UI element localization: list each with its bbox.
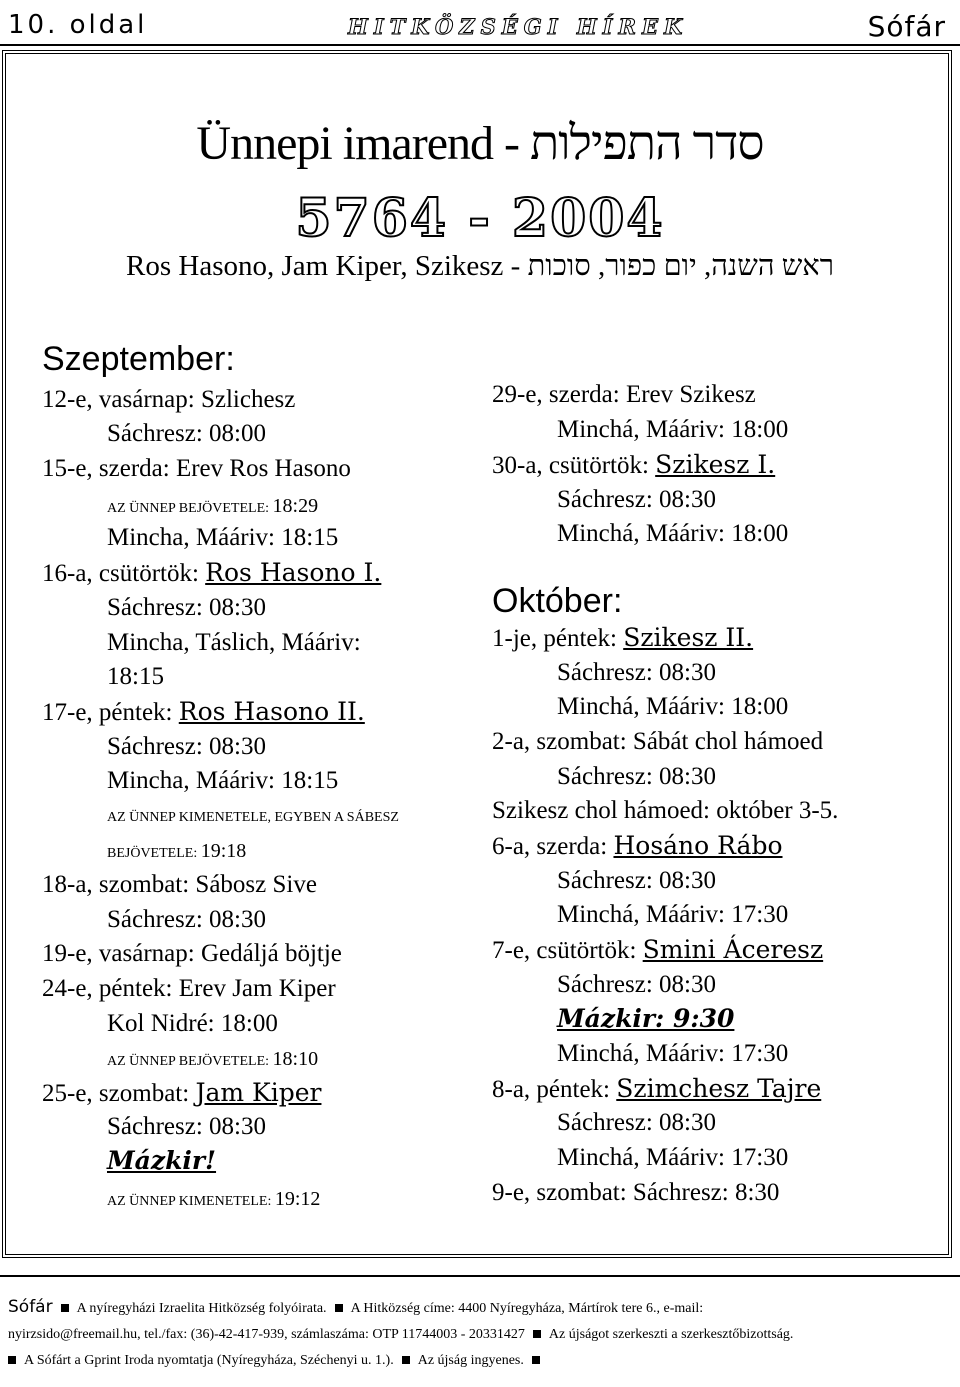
bullet-square-icon: [61, 1304, 69, 1312]
schedule-line: Kol Nidré: 18:00: [107, 1010, 278, 1037]
schedule-line: 25-e, szombat: Jam Kiper: [42, 1078, 322, 1107]
schedule-line: Sáchresz: 08:00: [107, 420, 266, 447]
schedule-note: AZ ÜNNEP KIMENETELE: 19:12: [107, 1188, 321, 1210]
schedule-line: 29-e, szerda: Erev Szikesz: [492, 381, 756, 408]
schedule-line: 9-e, szombat: Sáchresz: 8:30: [492, 1179, 780, 1206]
schedule-line: 24-e, péntek: Erev Jam Kiper: [42, 975, 336, 1002]
schedule-line: 30-a, csütörtök: Szikesz I.: [492, 450, 776, 479]
schedule-line: Sáchresz: 08:30: [557, 971, 716, 998]
schedule-line: 18:15: [107, 663, 164, 690]
schedule-line: 19-e, vasárnap: Gedáljá böjtje: [42, 940, 342, 967]
year-heading: 5764 - 2004: [295, 188, 665, 249]
schedule-line: 18-a, szombat: Sábosz Sive: [42, 871, 317, 898]
schedule-line: Mincha, Mááriv: 18:15: [107, 767, 339, 794]
schedule-line: 12-e, vasárnap: Szlichesz: [42, 386, 296, 413]
page-number: 10. oldal: [8, 10, 148, 40]
footer-brand: Sófár: [8, 1297, 53, 1317]
schedule-line: Mincha, Táslich, Mááriv:: [107, 629, 361, 656]
schedule-line: 1-je, péntek: Szikesz II.: [492, 623, 754, 652]
bullet-square-icon: [402, 1356, 410, 1364]
schedule-line: Minchá, Mááriv: 18:00: [557, 416, 789, 443]
schedule-line: Minchá, Mááriv: 18:00: [557, 520, 789, 547]
schedule-note: BEJÖVETELE: 19:18: [107, 840, 247, 862]
schedule-line: Szikesz chol hámoed: október 3-5.: [492, 797, 839, 824]
schedule-line: Sáchresz: 08:30: [107, 906, 266, 933]
schedule-line: Minchá, Mááriv: 17:30: [557, 1144, 789, 1171]
section-title: HITKÖZSÉGI HÍREK: [348, 14, 689, 39]
bullet-square-icon: [533, 1330, 541, 1338]
schedule-line: Sáchresz: 08:30: [107, 594, 266, 621]
schedule-line: Sáchresz: 08:30: [557, 867, 716, 894]
header-rule: [0, 44, 960, 46]
schedule-line: Sáchresz: 08:30: [557, 763, 716, 790]
month-heading-october: Október:: [492, 582, 623, 620]
bullet-square-icon: [532, 1356, 540, 1364]
bullet-square-icon: [335, 1304, 343, 1312]
schedule-line: Minchá, Mááriv: 18:00: [557, 693, 789, 720]
schedule-line: Sáchresz: 08:30: [107, 733, 266, 760]
bullet-square-icon: [8, 1356, 16, 1364]
schedule-line: 8-a, péntek: Szimchesz Tajre: [492, 1074, 822, 1103]
publication-name: Sófár: [867, 10, 946, 43]
holiday-name: Jam Kiper: [195, 1078, 322, 1107]
footer-line: A Sófárt a Gprint Iroda nyomtatja (Nyíregyháza, Széchenyi u. 1.). Az újság ingyenes.: [8, 1353, 952, 1369]
footer-line: Sófár A nyíregyházi Izraelita Hitközség folyóirata. A Hitközség címe: 4400 Nyíregyháza, Mártírok tere 6., e-mail:: [8, 1297, 704, 1317]
schedule-line: 2-a, szombat: Sábát chol hámoed: [492, 728, 824, 755]
holiday-name: Ros Hasono II.: [178, 697, 365, 726]
schedule-note: AZ ÜNNEP BEJÖVETELE: 18:10: [107, 1048, 319, 1070]
schedule-line: 6-a, szerda: Hosáno Rábo: [492, 831, 783, 860]
holiday-name: Hosáno Rábo: [613, 831, 783, 860]
page-title: Ünnepi imarend - סדר התפילות: [196, 117, 764, 170]
schedule-note: AZ ÜNNEP KIMENETELE, EGYBEN A SÁBESZ: [107, 810, 399, 825]
schedule-line: Sáchresz: 08:30: [557, 659, 716, 686]
holiday-name: Szimchesz Tajre: [616, 1074, 822, 1103]
schedule-line: Sáchresz: 08:30: [107, 1113, 266, 1140]
schedule-emphasis: Mázkir: 9:30: [557, 1004, 735, 1033]
schedule-line: Minchá, Mááriv: 17:30: [557, 1040, 789, 1067]
page-header: [0, 0, 960, 46]
holiday-name: Ros Hasono I.: [205, 558, 382, 587]
holiday-name: Szikesz I.: [655, 450, 776, 479]
month-heading-september: Szeptember:: [42, 340, 235, 378]
schedule-emphasis: Mázkir!: [107, 1146, 217, 1175]
schedule-line: Mincha, Mááriv: 18:15: [107, 524, 339, 551]
schedule-line: 16-a, csütörtök: Ros Hasono I.: [42, 558, 382, 587]
schedule-line: Sáchresz: 08:30: [557, 486, 716, 513]
holiday-name: Szikesz II.: [623, 623, 754, 652]
holidays-subtitle: Ros Hasono, Jam Kiper, Szikesz - ראש השנה, יום כפור, סוכות: [126, 250, 834, 282]
schedule-line: 15-e, szerda: Erev Ros Hasono: [42, 455, 351, 482]
footer-line: nyirzsido@freemail.hu, tel./fax: (36)-42-417-939, számlaszáma: OTP 11744003 - 20331427 Az újságot szerkeszti a szerkesztőbizottság.: [8, 1327, 794, 1342]
schedule-line: Minchá, Mááriv: 17:30: [557, 901, 789, 928]
holiday-name: Smini Áceresz: [642, 935, 824, 964]
footer-rule: [0, 1275, 960, 1277]
schedule-line: Sáchresz: 08:30: [557, 1109, 716, 1136]
schedule-line: 7-e, csütörtök: Smini Áceresz: [492, 935, 824, 964]
schedule-note: AZ ÜNNEP BEJÖVETELE: 18:29: [107, 495, 319, 517]
schedule-line: 17-e, péntek: Ros Hasono II.: [42, 697, 365, 726]
